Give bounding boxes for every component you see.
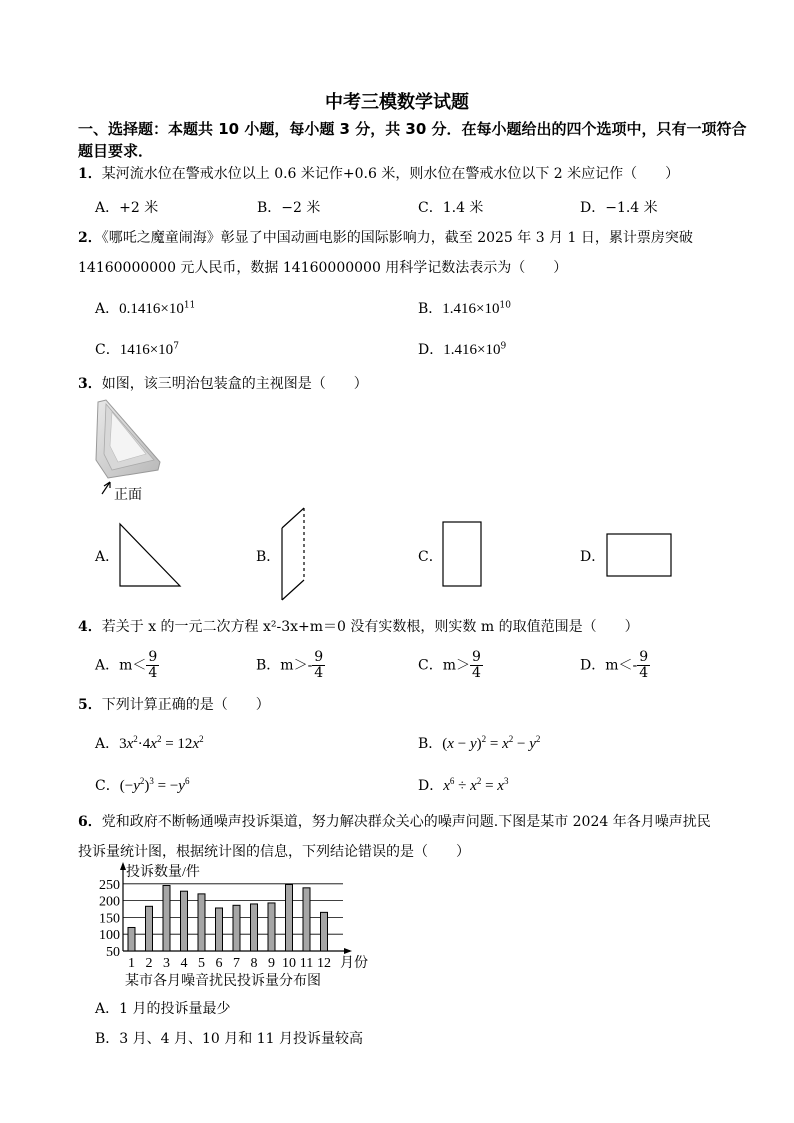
question-stem: 某河流水位在警戒水位以上 0.6 米记作+0.6 米，则水位在警戒水位以下 2 米应记作（ ） <box>101 166 680 182</box>
exponent: 10 <box>499 300 511 311</box>
bar <box>146 906 153 951</box>
x-tick-label: 2 <box>145 956 153 971</box>
q4-option-b[interactable] <box>256 650 325 681</box>
question-stem: 下列计算正确的是（ ） <box>101 697 270 713</box>
denominator: 4 <box>472 665 481 681</box>
option-label: A． <box>95 301 120 317</box>
question-stem-line1: 《哪吒之魔童闹海》彰显了中国动画电影的国际影响力，截至 2025 年 3 月 1 日，累计票房突破 <box>101 230 693 246</box>
q5-option-c[interactable] <box>95 775 189 795</box>
question-stem: 如图，该三明治包装盒的主视图是（ ） <box>101 376 368 392</box>
page-title: 中考三模数学试题 <box>325 92 469 113</box>
formula-a: $3x^2\cdot 4x^2 = 12x^2$ <box>119 734 204 752</box>
x-tick-label: 7 <box>233 956 240 971</box>
sandwich-box-image <box>88 398 168 498</box>
q1-option-a[interactable]: A．+2 米 <box>95 200 159 216</box>
x-tick-label: 1 <box>128 956 135 971</box>
bar <box>128 927 135 951</box>
q3-option-a-triangle[interactable] <box>118 520 182 588</box>
x-tick-label: 8 <box>250 956 258 971</box>
x-tick-label: 12 <box>317 956 331 971</box>
bar <box>198 894 205 951</box>
bar <box>163 885 170 951</box>
x-tick-label: 4 <box>180 956 188 971</box>
question-2 <box>78 228 693 248</box>
numerator: 9 <box>639 649 649 665</box>
q4-option-a[interactable] <box>95 650 159 681</box>
x-tick-label: 10 <box>282 956 296 971</box>
exponent: 11 <box>183 300 196 311</box>
q3-option-d-rectangle[interactable] <box>605 532 673 578</box>
option-value: 1.416×10 <box>442 301 500 317</box>
bar <box>268 903 275 951</box>
numerator: 9 <box>472 649 481 665</box>
y-tick-label: 250 <box>99 877 120 893</box>
x-tick-label: 6 <box>215 956 223 971</box>
option-label: B． <box>418 736 443 752</box>
bar <box>233 905 240 951</box>
option-label: C．m＞ <box>418 657 470 674</box>
question-number: 3． <box>78 376 102 392</box>
exponent: 9 <box>500 341 507 352</box>
option-label: C． <box>95 342 120 358</box>
question-6 <box>78 812 711 832</box>
complaint-bar-chart <box>88 862 378 994</box>
q2-option-a[interactable] <box>95 298 195 318</box>
q2-option-d[interactable] <box>418 339 506 359</box>
denominator: 4 <box>639 665 649 681</box>
q1-option-d[interactable]: D．−1.4 米 <box>580 200 658 216</box>
question-4 <box>78 617 639 637</box>
numerator: 9 <box>148 649 158 665</box>
q1-option-b[interactable]: B．−2 米 <box>257 200 321 216</box>
x-axis-arrow <box>344 948 352 954</box>
option-label: C． <box>95 778 120 794</box>
question-number: 4． <box>78 619 102 635</box>
option-label: A．m＜ <box>95 657 147 674</box>
q3-option-b-parallelogram[interactable] <box>276 506 308 602</box>
bar <box>321 912 328 951</box>
option-label: B．m＞- <box>256 657 313 674</box>
option-label: D． <box>418 342 444 358</box>
q5-option-b[interactable] <box>418 733 540 753</box>
chart-caption: 某市各月噪音扰民投诉量分布图 <box>125 974 321 989</box>
x-axis-label: 月份 <box>340 956 368 971</box>
y-axis-label: 投诉数量/件 <box>126 865 200 880</box>
question-stem-line1: 党和政府不断畅通噪声投诉渠道，努力解决群众关心的噪声问题.下图是某市 2024 年各月噪声扰民 <box>101 814 711 830</box>
q5-option-d[interactable] <box>418 775 508 795</box>
formula-b: $(x - y)^2 = x^2 - y^2$ <box>442 734 541 752</box>
x-tick-label: 11 <box>299 956 314 971</box>
q3-option-c-rectangle[interactable] <box>441 520 483 588</box>
formula-c: $(-y^2)^3 = -y^6$ <box>119 776 190 794</box>
bar <box>216 908 223 951</box>
q2-option-b[interactable] <box>418 298 511 318</box>
q3-option-d-label[interactable]: D． <box>580 549 606 565</box>
question-stem-line2: 14160000000 元人民币，数据 14160000000 用科学记数法表示为（ ） <box>78 260 568 276</box>
q2-option-c[interactable] <box>95 339 179 359</box>
q4-option-d[interactable] <box>580 650 650 681</box>
front-label: 正面 <box>114 487 142 503</box>
question-stem: 若关于 x 的一元二次方程 x²-3x+m＝0 没有实数根，则实数 m 的取值范围是（ ） <box>101 619 639 635</box>
option-label: D． <box>418 778 444 794</box>
formula-d: $x^6 \div x^2 = x^3$ <box>443 776 509 794</box>
q6-option-b[interactable]: B．3 月、4 月、10 月和 11 月投诉量较高 <box>95 1031 363 1047</box>
denominator: 4 <box>148 665 158 681</box>
bar <box>181 891 188 951</box>
question-stem-line2: 投诉量统计图，根据统计图的信息，下列结论错误的是（ ） <box>78 844 470 860</box>
bar <box>251 904 258 951</box>
option-label: D．m＜- <box>580 657 638 674</box>
y-tick-label: 50 <box>106 945 120 960</box>
option-label: A． <box>95 736 120 752</box>
q3-option-a-label[interactable]: A． <box>95 549 120 565</box>
denominator: 4 <box>314 665 324 681</box>
question-3 <box>78 374 368 394</box>
y-tick-label: 100 <box>99 928 120 944</box>
option-value: 1416×10 <box>119 342 174 358</box>
q3-option-c-label[interactable]: C． <box>418 549 443 565</box>
y-tick-label: 150 <box>99 911 120 927</box>
q3-option-b-label[interactable]: B． <box>256 549 281 565</box>
question-number: 2． <box>78 230 102 246</box>
numerator: 9 <box>314 649 324 665</box>
question-number: 5． <box>78 697 102 713</box>
question-number: 1． <box>78 166 102 182</box>
q5-option-a[interactable] <box>95 733 204 753</box>
q6-option-a[interactable]: A．1 月的投诉量最少 <box>95 1001 231 1017</box>
question-5 <box>78 695 270 715</box>
x-tick-label: 3 <box>163 956 170 971</box>
bar <box>286 884 293 951</box>
y-tick-label: 200 <box>99 894 120 910</box>
section-heading: 一、选择题：本题共 10 小题，每小题 3 分，共 30 分．在每小题给出的四个选项中，只有一项符合题目要求． <box>78 120 747 160</box>
x-tick-label: 5 <box>198 956 205 971</box>
option-label: B． <box>418 301 443 317</box>
question-1 <box>78 164 679 184</box>
q4-option-c[interactable] <box>418 650 483 681</box>
option-value: 0.1416×10 <box>119 301 184 317</box>
q1-option-c[interactable]: C．1.4 米 <box>418 200 484 216</box>
question-number: 6． <box>78 814 102 830</box>
bar <box>303 888 310 951</box>
x-tick-label: 9 <box>268 956 275 971</box>
exponent: 7 <box>173 341 179 352</box>
option-value: 1.416×10 <box>443 342 501 358</box>
